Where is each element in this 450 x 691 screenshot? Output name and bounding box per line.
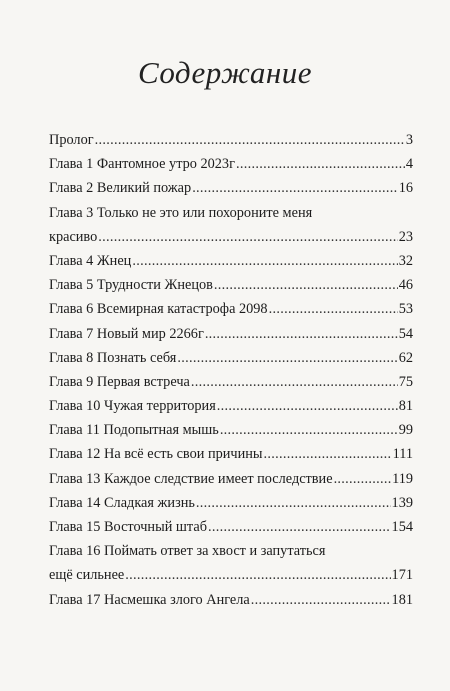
toc-entry-multiline (49, 201, 413, 249)
dot-leader (264, 442, 392, 466)
entry-label: ещё сильнее (49, 567, 125, 584)
entry-page-number: 23 (398, 228, 413, 245)
entry-label: Глава 2 Великий пожар (49, 180, 192, 197)
entry-label: Глава 8 Познать себя (49, 349, 177, 366)
entry-label: Глава 15 Восточный штаб (49, 519, 207, 535)
entry-page-number: 181 (391, 591, 413, 608)
entry-page-number: 81 (398, 398, 413, 415)
toc-entry-multiline (49, 539, 413, 587)
dot-leader (217, 394, 398, 418)
toc-entry (49, 176, 413, 200)
entry-page-number: 139 (391, 494, 413, 511)
entry-page-number: 53 (398, 301, 413, 318)
entry-label: Глава 9 Первая встреча (49, 373, 190, 390)
dot-leader (95, 128, 405, 152)
toc-entry (49, 128, 413, 152)
toc-entry (49, 346, 413, 370)
dot-leader (269, 297, 398, 321)
entry-label: Глава 12 На всё есть свои причины (49, 446, 263, 463)
entry-label: Глава 7 Новый мир 2266г (49, 325, 204, 342)
entry-label: Глава 4 Жнец (49, 252, 132, 269)
toc-entry (49, 249, 413, 273)
dot-leader (251, 588, 391, 612)
entry-label-line1: Глава 3 Только не это или похороните меня (49, 204, 313, 221)
dot-leader (214, 273, 398, 297)
entry-label: красиво (49, 228, 98, 245)
dot-leader (334, 467, 392, 491)
entry-label: Пролог (49, 132, 94, 148)
toc-entry (49, 418, 413, 442)
dot-leader (196, 491, 391, 515)
entry-page-number: 111 (392, 446, 413, 463)
entry-label-line2-row (49, 563, 413, 587)
entry-label: Глава 1 Фантомное утро 2023г (49, 156, 235, 173)
entry-page-number: 171 (391, 567, 413, 584)
toc-entry (49, 491, 413, 515)
dot-leader (236, 152, 405, 176)
entry-label: Глава 11 Подопытная мышь (49, 422, 219, 439)
entry-page-number: 54 (398, 325, 413, 342)
entry-label-line1: Глава 16 Поймать ответ за хвост и запутаться (49, 543, 326, 560)
entry-label: Глава 14 Сладкая жизнь (49, 494, 195, 511)
entry-page-number: 62 (398, 349, 413, 366)
entry-page-number: 75 (398, 373, 413, 390)
toc-entry (49, 370, 413, 394)
toc-entry (49, 152, 413, 176)
dot-leader (208, 515, 391, 539)
dot-leader (98, 225, 397, 249)
entry-page-number: 16 (398, 180, 413, 197)
entry-page-number: 119 (392, 470, 413, 487)
toc-entry (49, 297, 413, 321)
toc-entry (49, 322, 413, 346)
toc-entry (49, 273, 413, 297)
toc-entry (49, 442, 413, 466)
entry-label: Глава 10 Чужая территория (49, 398, 216, 415)
toc-entry (49, 394, 413, 418)
dot-leader (125, 563, 390, 587)
entry-page-number: 99 (398, 422, 413, 439)
dot-leader (192, 176, 398, 200)
entry-label: Глава 17 Насмешка злого Ангела (49, 591, 250, 608)
entry-page-number: 154 (391, 519, 413, 535)
page-title: Содержание (137, 55, 313, 90)
dot-leader (205, 322, 398, 346)
table-of-contents (49, 128, 413, 612)
entry-page-number: 3 (405, 132, 413, 148)
entry-page-number: 46 (398, 277, 413, 294)
dot-leader (191, 370, 398, 394)
dot-leader (177, 346, 397, 370)
entry-page-number: 4 (405, 156, 413, 173)
entry-page-number: 32 (398, 252, 413, 269)
entry-label: Глава 6 Всемирная катастрофа 2098 (49, 301, 268, 318)
toc-entry (49, 515, 413, 539)
entry-label-line2-row (49, 225, 413, 249)
toc-entry (49, 588, 413, 612)
dot-leader (220, 418, 398, 442)
toc-entry (49, 467, 413, 491)
entry-label: Глава 5 Трудности Жнецов (49, 277, 213, 294)
dot-leader (132, 249, 397, 273)
entry-label: Глава 13 Каждое следствие имеет последствие (49, 470, 333, 487)
